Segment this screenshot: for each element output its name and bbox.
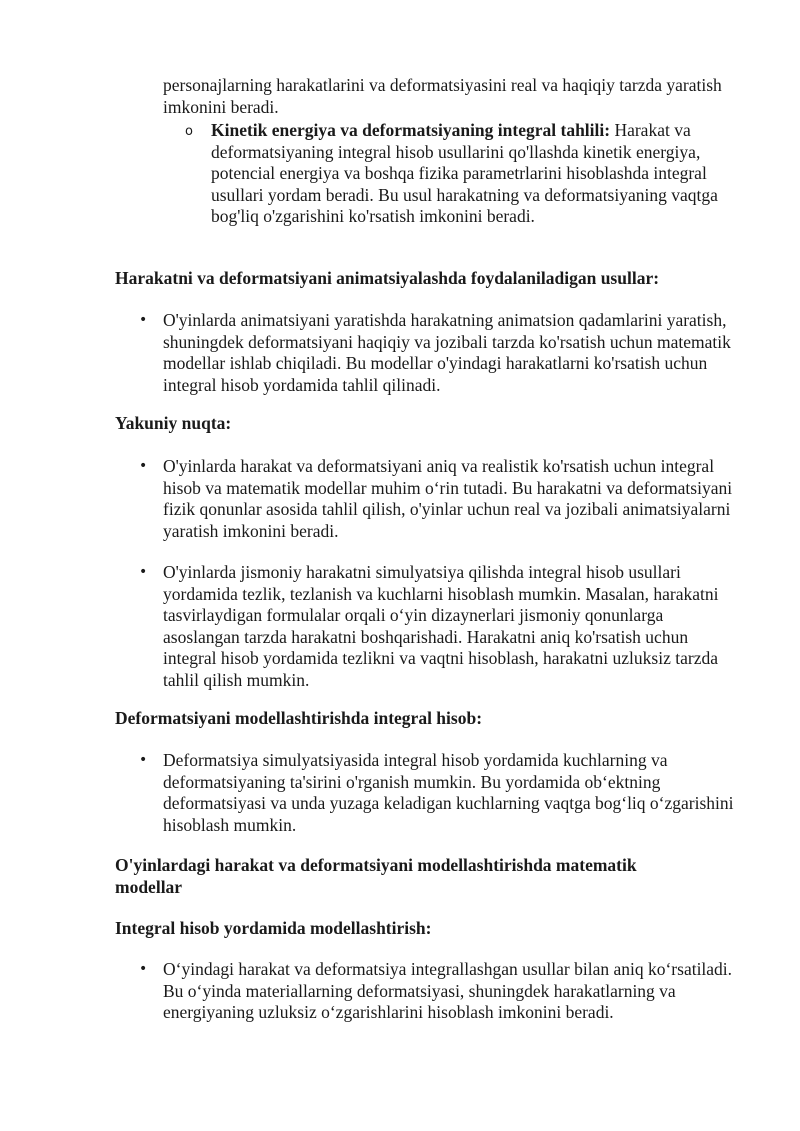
bullet-icon: •: [139, 458, 148, 474]
section-heading-integral-modeling: Integral hisob yordamida modellashtirish:: [115, 918, 432, 938]
section-heading-final-point: Yakuniy nuqta:: [115, 413, 232, 433]
bullet-icon: •: [139, 564, 148, 580]
hollow-circle-bullet-icon: o: [185, 124, 193, 139]
list-item: • Deformatsiya simulyatsiyasida integral hisob yordamida kuchlarning va deformatsiyaning ta'sirini o'rganish mumkin. Bu yordamida obʻektning deformatsiyasi va unda yuzaga keladigan kuchlarning vaqtga bogʻliq oʻzgarishini hisoblash mumkin.: [139, 750, 734, 835]
list-item: • Oʻyindagi harakat va deformatsiya integrallashgan usullar bilan aniq koʻrsatiladi. Bu oʻyinda materiallarning deformatsiyasi, shuningdek harakatlarning va energiyaning uzluksiz oʻzgarishlarini hisoblash imkonini beradi.: [139, 959, 733, 1023]
section-heading-deformation-modeling: Deformatsiyani modellashtirishda integral hisob:: [115, 708, 483, 728]
list-item: • O'yinlarda jismoniy harakatni simulyatsiya qilishda integral hisob usullari yordamida tezlik, tezlanish va kuchlarni hisoblash mumkin. Masalan, harakatni tasvirlaydigan formulalar orqali oʻyin dizaynerlari jismoniy qonunlarga asoslangan tarzda harakatni boshqarishadi. Harakatni aniq ko'rsatish uchun integral hisob yordamida tezlikni va vaqtni hisoblash, harakatni uzluksiz tarzda tahlil qilish mumkin.: [139, 562, 719, 690]
list-item: • O'yinlarda harakat va deformatsiyani aniq va realistik ko'rsatish uchun integral hisob va matematik modellar muhim oʻrin tutadi. Bu harakatni va deformatsiyani fizik qonunlar asosida tahlil qilish, o'yinlar uchun real va jozibali animatsiyalarni yaratish imkonini beradi.: [139, 456, 733, 541]
list-item: • O'yinlarda animatsiyani yaratishda harakatning animatsion qadamlarini yaratish, shuningdek deformatsiyani haqiqiy va jozibali tarzda ko'rsatish uchun matematik modellar ishlab chiqiladi. Bu modellar o'yindagi harakatlarni ko'rsatish uchun integral hisob yordamida tahlil qilinadi.: [139, 310, 731, 395]
sub-item-text: Harakat va deformatsiyaning integral hisob usullarini qo'llashda kinetik energiya, potencial energiya va boshqa fizika parametrlarini hisoblashda integral usullari yordam beradi. Bu usul harakatning va deformatsiyaning vaqtga bog'liq o'zgarishini ko'rsatish imkonini beradi.: [211, 120, 718, 227]
section-heading-math-models: O'yinlardagi harakat va deformatsiyani modellashtirishda matematik modellar: [115, 855, 637, 897]
section-heading-animation-methods: Harakatni va deformatsiyani animatsiyalashda foydalaniladigan usullar:: [115, 268, 660, 288]
bullet-icon: •: [139, 312, 148, 328]
sub-item-label: Kinetik energiya va deformatsiyaning integral tahlili:: [211, 120, 611, 140]
continuation-paragraph: personajlarning harakatlarini va deformatsiyasini real va haqiqiy tarzda yaratish imkonini beradi.: [163, 75, 722, 117]
sub-list-item: [163, 120, 753, 228]
bullet-icon: •: [139, 752, 148, 768]
bullet-icon: •: [139, 961, 148, 977]
